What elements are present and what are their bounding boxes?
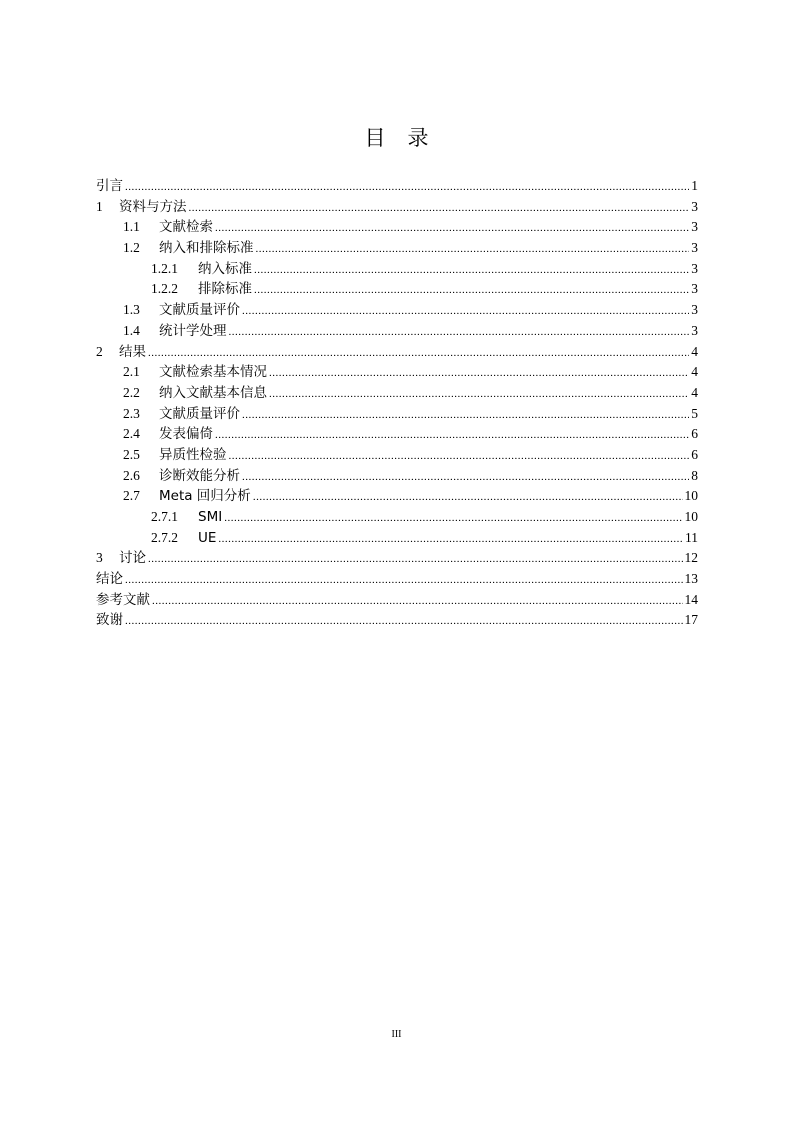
toc-entry[interactable]: [96, 176, 698, 197]
toc-entry-page: 17: [684, 612, 698, 628]
toc-entry-label: 结论: [96, 571, 123, 588]
toc-entry-label: 参考文献: [96, 591, 150, 608]
dot-leader: [256, 239, 690, 260]
toc-entry-page: 5: [691, 405, 698, 421]
toc-entry[interactable]: [96, 507, 698, 528]
toc-entry-label: 文献检索: [159, 219, 213, 236]
toc-entry[interactable]: [96, 217, 698, 238]
toc-entry-label: 文献质量评价: [159, 302, 240, 319]
toc-entry-number: 2.7: [123, 488, 140, 504]
dot-leader: [152, 591, 683, 612]
toc-entry[interactable]: [96, 279, 698, 300]
toc-entry-page: 12: [684, 550, 698, 566]
dot-leader: [215, 425, 689, 446]
toc-entry-number: 2.7.2: [151, 529, 178, 545]
toc-entry[interactable]: [96, 321, 698, 342]
toc-entry-label: 资料与方法: [119, 198, 187, 215]
toc-entry-page: 3: [691, 302, 698, 318]
toc-entry[interactable]: [96, 466, 698, 487]
toc-entry-number: 2.6: [123, 467, 140, 483]
toc-entry-label: SMI: [198, 509, 223, 525]
toc-entry-label: 诊断效能分析: [159, 467, 240, 484]
toc-entry-number: 3: [96, 550, 103, 566]
toc-entry[interactable]: [96, 424, 698, 445]
dot-leader: [229, 322, 690, 343]
dot-leader: [125, 570, 683, 591]
toc-entry[interactable]: [96, 300, 698, 321]
toc-entry-page: 6: [691, 446, 698, 462]
page-number: III: [391, 1029, 402, 1040]
dot-leader: [148, 549, 683, 570]
toc-entry-page: 1: [691, 178, 698, 193]
toc-entry-page: 10: [684, 488, 698, 504]
toc-entry-page: 11: [685, 529, 698, 545]
toc-entry[interactable]: [96, 569, 698, 590]
toc-entry[interactable]: [96, 445, 698, 466]
toc-entry-label: 讨论: [119, 550, 146, 567]
toc-entry-number: 2.7.1: [151, 509, 178, 524]
toc-entry-label: 异质性检验: [159, 446, 227, 463]
toc-entry-label: 发表偏倚: [159, 426, 213, 443]
toc-entry[interactable]: [96, 548, 698, 569]
toc-entry-label: 文献质量评价: [159, 405, 240, 422]
dot-leader: [254, 260, 689, 281]
dot-leader: [218, 529, 683, 550]
page-title: 目录: [364, 126, 451, 150]
toc-entry-number: 1: [96, 198, 103, 214]
toc-entry-page: 8: [691, 467, 698, 483]
toc-entry-label: 纳入标准: [198, 260, 252, 277]
toc-entry[interactable]: [96, 590, 698, 611]
toc-entry-number: 1.1: [123, 219, 140, 235]
dot-leader: [242, 405, 689, 426]
toc-entry-page: 6: [691, 426, 698, 442]
toc-entry[interactable]: [96, 486, 698, 507]
toc-entry-label: UE: [198, 529, 217, 546]
toc-entry-number: 1.2.1: [151, 260, 178, 276]
dot-leader: [269, 363, 689, 384]
dot-leader: [215, 218, 689, 239]
toc-entry[interactable]: [96, 404, 698, 425]
toc-entry-label: 统计学处理: [159, 322, 227, 339]
toc-entry-number: 2.2: [123, 384, 140, 400]
toc-entry[interactable]: [96, 610, 698, 631]
toc-entry-label: 结果: [119, 343, 146, 360]
toc-entry[interactable]: [96, 342, 698, 363]
toc-entry-page: 3: [691, 198, 698, 214]
toc-entry-number: 2.3: [123, 405, 140, 421]
toc-entry-label: 引言: [96, 178, 123, 194]
toc-entry-page: 4: [691, 343, 698, 359]
dot-leader: [189, 198, 690, 219]
toc-entry-page: 13: [684, 571, 698, 587]
dot-leader: [229, 446, 690, 467]
dot-leader: [148, 343, 689, 364]
toc-entry[interactable]: [96, 362, 698, 383]
dot-leader: [253, 487, 683, 508]
toc-entry-number: 1.4: [123, 322, 140, 338]
toc-entry-label: 纳入和排除标准: [159, 240, 254, 257]
toc-entry-number: 2.1: [123, 364, 140, 380]
dot-leader: [254, 280, 689, 301]
toc-entry-page: 3: [691, 322, 698, 338]
toc-entry-number: 2.5: [123, 446, 140, 462]
toc-entry-label: 纳入文献基本信息: [159, 384, 267, 401]
toc-entry-number: 1.2.2: [151, 281, 178, 297]
toc-entry[interactable]: [96, 383, 698, 404]
toc-entry[interactable]: [96, 528, 698, 549]
toc-entry-page: 3: [691, 281, 698, 297]
toc-entry-page: 4: [691, 364, 698, 380]
dot-leader: [242, 467, 689, 488]
toc-entry-number: 2.4: [123, 426, 140, 442]
toc-entry-number: 2: [96, 343, 103, 359]
toc-entry-page: 3: [691, 219, 698, 235]
toc-entry-number: 1.3: [123, 302, 140, 318]
dot-leader: [269, 384, 689, 405]
dot-leader: [242, 301, 689, 322]
toc-entry-page: 4: [691, 384, 698, 400]
toc-entry-page: 14: [684, 591, 698, 607]
toc-entry-page: 3: [691, 260, 698, 276]
toc-entry-label: 文献检索基本情况: [159, 364, 267, 381]
toc-entry-label: 致谢: [96, 612, 123, 629]
toc-entry-label: 排除标准: [198, 281, 252, 298]
dot-leader: [224, 508, 682, 529]
toc-entry-label: Meta 回归分析: [159, 488, 251, 505]
toc-entry[interactable]: [96, 197, 698, 218]
toc-entry-page: 3: [691, 240, 698, 256]
toc-entry[interactable]: [96, 259, 698, 280]
toc-entry-number: 1.2: [123, 240, 140, 256]
dot-leader: [125, 611, 683, 632]
toc-entry[interactable]: [96, 238, 698, 259]
dot-leader: [125, 177, 689, 198]
table-of-contents: [96, 176, 698, 631]
toc-entry-page: 10: [684, 509, 698, 524]
